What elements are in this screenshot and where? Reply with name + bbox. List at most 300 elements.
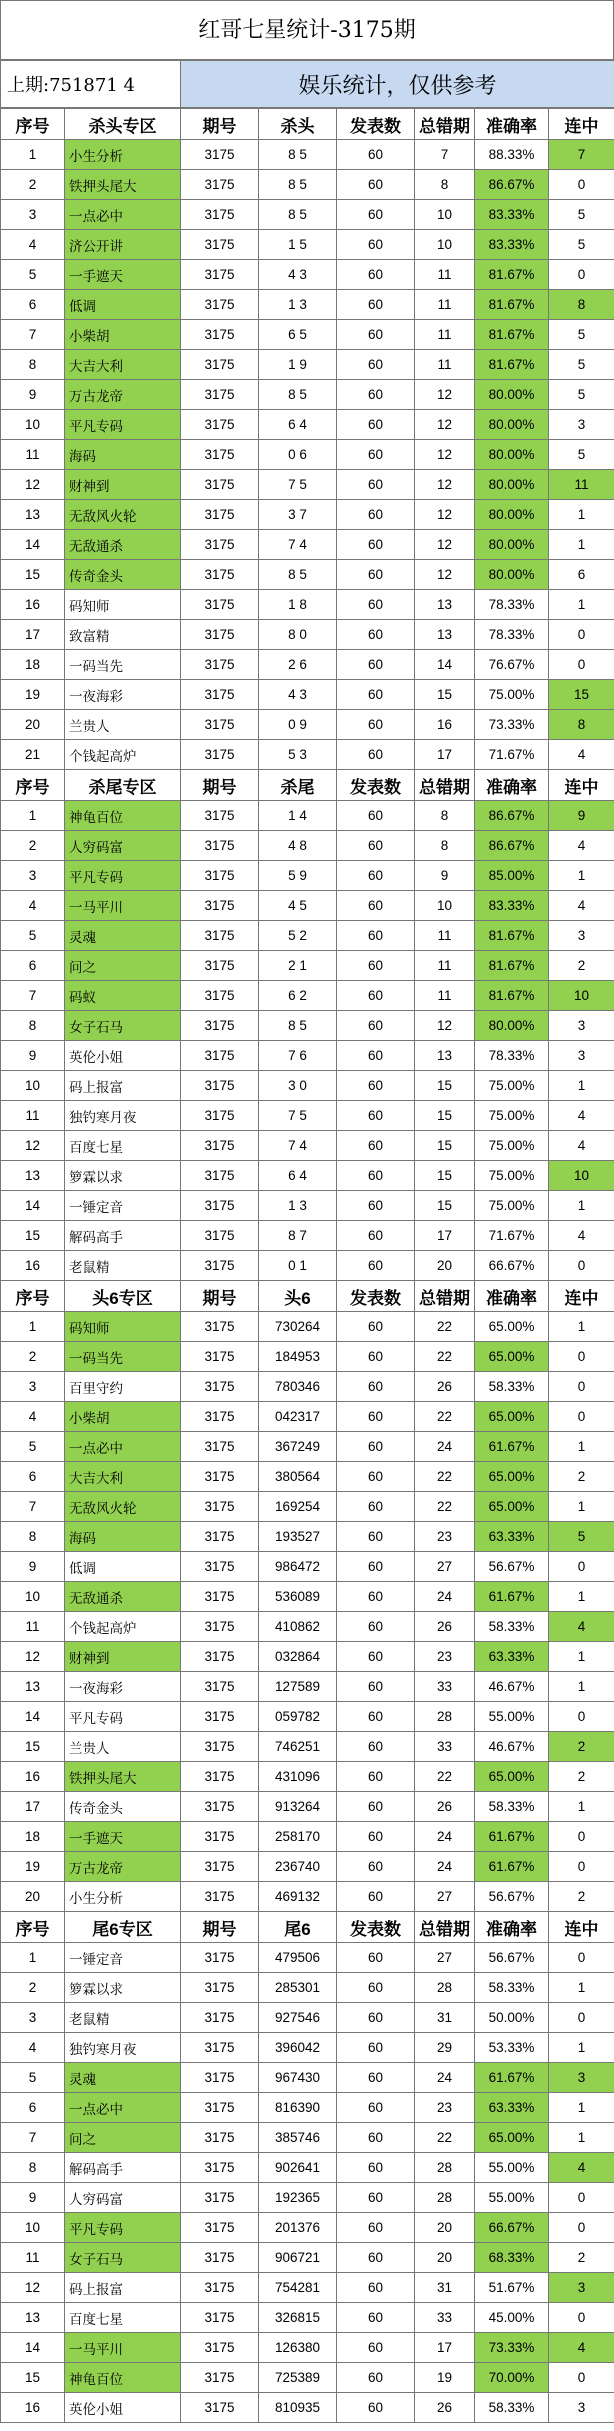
table-row [1,1943,614,1973]
cell-pick: 169254 [259,1492,337,1522]
cell-count: 60 [337,470,415,500]
table-row [1,260,614,290]
cell-pick: 8 0 [259,620,337,650]
cell-errors: 22 [415,1402,475,1432]
disclaimer-note: 娱乐统计，仅供参考 [181,61,614,108]
cell-name: 平凡专码 [65,861,181,891]
cell-issue: 3175 [181,1432,259,1462]
cell-accuracy: 81.67% [475,290,549,320]
cell-pick: 285301 [259,1973,337,2003]
cell-issue: 3175 [181,2303,259,2333]
cell-rank: 1 [1,1312,65,1342]
cell-streak: 3 [549,410,614,440]
cell-name: 平凡专码 [65,2213,181,2243]
cell-count: 60 [337,230,415,260]
cell-issue: 3175 [181,1973,259,2003]
cell-rank: 21 [1,740,65,770]
cell-streak: 3 [549,2273,614,2303]
cell-name: 女子石马 [65,1011,181,1041]
cell-issue: 3175 [181,1552,259,1582]
cell-pick: 913264 [259,1792,337,1822]
cell-accuracy: 56.67% [475,1943,549,1973]
table-row [1,680,614,710]
cell-count: 60 [337,2153,415,2183]
cell-errors: 12 [415,1011,475,1041]
column-header-name: 杀尾专区 [65,770,181,801]
cell-errors: 33 [415,1732,475,1762]
cell-issue: 3175 [181,590,259,620]
cell-pick: 730264 [259,1312,337,1342]
cell-rank: 4 [1,1402,65,1432]
cell-rank: 19 [1,680,65,710]
section-header-row [1,109,614,140]
table-row [1,230,614,260]
cell-streak: 0 [549,1852,614,1882]
column-header-count: 发表数 [337,1912,415,1943]
cell-count: 60 [337,1642,415,1672]
cell-name: 无敌通杀 [65,1582,181,1612]
cell-errors: 16 [415,710,475,740]
cell-name: 无敌风火轮 [65,1492,181,1522]
cell-pick: 127589 [259,1672,337,1702]
cell-name: 码上报富 [65,2273,181,2303]
table-row [1,2213,614,2243]
column-header-pick: 杀尾 [259,770,337,801]
cell-count: 60 [337,380,415,410]
cell-count: 60 [337,1973,415,2003]
cell-rank: 2 [1,1342,65,1372]
cell-rank: 6 [1,951,65,981]
table-row [1,801,614,831]
cell-errors: 17 [415,1221,475,1251]
cell-rank: 11 [1,440,65,470]
cell-count: 60 [337,2333,415,2363]
cell-accuracy: 58.33% [475,1792,549,1822]
cell-streak: 0 [549,2003,614,2033]
cell-name: 一点必中 [65,200,181,230]
cell-accuracy: 58.33% [475,2393,549,2423]
cell-issue: 3175 [181,740,259,770]
cell-streak: 2 [549,1462,614,1492]
cell-name: 一夜海彩 [65,680,181,710]
cell-name: 济公开讲 [65,230,181,260]
cell-rank: 16 [1,1251,65,1281]
cell-accuracy: 55.00% [475,2153,549,2183]
cell-accuracy: 55.00% [475,1702,549,1732]
cell-pick: 1 8 [259,590,337,620]
cell-pick: 7 5 [259,470,337,500]
column-header-rank: 序号 [1,770,65,801]
cell-count: 60 [337,260,415,290]
cell-issue: 3175 [181,1041,259,1071]
cell-accuracy: 73.33% [475,2333,549,2363]
cell-accuracy: 56.67% [475,1882,549,1912]
cell-count: 60 [337,831,415,861]
cell-errors: 11 [415,320,475,350]
cell-rank: 16 [1,590,65,620]
cell-errors: 15 [415,1101,475,1131]
cell-rank: 11 [1,1612,65,1642]
table-row [1,1492,614,1522]
cell-name: 码上报富 [65,1071,181,1101]
cell-name: 英伦小姐 [65,2393,181,2423]
cell-accuracy: 56.67% [475,1552,549,1582]
column-header-rank: 序号 [1,1912,65,1943]
table-row [1,2273,614,2303]
cell-issue: 3175 [181,320,259,350]
cell-errors: 23 [415,1642,475,1672]
column-header-count: 发表数 [337,109,415,140]
table-row [1,951,614,981]
table-row [1,500,614,530]
table-row [1,1101,614,1131]
cell-streak: 4 [549,831,614,861]
cell-errors: 12 [415,410,475,440]
cell-rank: 3 [1,1372,65,1402]
cell-pick: 5 3 [259,740,337,770]
cell-accuracy: 45.00% [475,2303,549,2333]
cell-name: 一夜海彩 [65,1672,181,1702]
cell-rank: 15 [1,1221,65,1251]
table-row [1,350,614,380]
cell-pick: 4 8 [259,831,337,861]
cell-name: 解码高手 [65,1221,181,1251]
cell-errors: 27 [415,1552,475,1582]
cell-name: 无敌风火轮 [65,500,181,530]
cell-issue: 3175 [181,1822,259,1852]
cell-pick: 536089 [259,1582,337,1612]
cell-count: 60 [337,1432,415,1462]
cell-rank: 10 [1,2213,65,2243]
cell-rank: 5 [1,921,65,951]
cell-rank: 5 [1,260,65,290]
cell-count: 60 [337,1612,415,1642]
cell-count: 60 [337,1161,415,1191]
cell-streak: 4 [549,1612,614,1642]
cell-streak: 1 [549,1191,614,1221]
cell-issue: 3175 [181,560,259,590]
cell-rank: 17 [1,1792,65,1822]
table-row [1,1342,614,1372]
cell-accuracy: 80.00% [475,530,549,560]
cell-name: 万古龙帝 [65,1852,181,1882]
cell-count: 60 [337,1552,415,1582]
cell-rank: 9 [1,1041,65,1071]
cell-errors: 13 [415,1041,475,1071]
cell-name: 低调 [65,1552,181,1582]
cell-pick: 367249 [259,1432,337,1462]
cell-streak: 5 [549,200,614,230]
cell-accuracy: 75.00% [475,1101,549,1131]
cell-pick: 6 4 [259,1161,337,1191]
table-row [1,1582,614,1612]
cell-name: 箩霖以求 [65,1973,181,2003]
cell-streak: 0 [549,1943,614,1973]
cell-count: 60 [337,1221,415,1251]
cell-count: 60 [337,650,415,680]
cell-errors: 15 [415,680,475,710]
cell-accuracy: 76.67% [475,650,549,680]
cell-rank: 3 [1,200,65,230]
cell-errors: 28 [415,2153,475,2183]
table-row [1,2003,614,2033]
cell-count: 60 [337,1852,415,1882]
cell-pick: 2 6 [259,650,337,680]
cell-streak: 0 [549,2213,614,2243]
cell-rank: 14 [1,530,65,560]
table-row [1,2123,614,2153]
table-row [1,2093,614,2123]
cell-pick: 192365 [259,2183,337,2213]
table-row [1,320,614,350]
cell-rank: 14 [1,2333,65,2363]
cell-count: 60 [337,2063,415,2093]
cell-issue: 3175 [181,1011,259,1041]
cell-rank: 9 [1,2183,65,2213]
cell-name: 小生分析 [65,1882,181,1912]
table-row [1,1702,614,1732]
cell-accuracy: 68.33% [475,2243,549,2273]
cell-count: 60 [337,170,415,200]
cell-issue: 3175 [181,1462,259,1492]
column-header-errors: 总错期 [415,109,475,140]
column-header-streak: 连中 [549,1912,614,1943]
cell-accuracy: 65.00% [475,1402,549,1432]
cell-accuracy: 65.00% [475,1762,549,1792]
table-row [1,170,614,200]
cell-rank: 9 [1,1552,65,1582]
cell-name: 兰贵人 [65,1732,181,1762]
table-row [1,740,614,770]
cell-issue: 3175 [181,2093,259,2123]
cell-rank: 20 [1,1882,65,1912]
column-header-issue: 期号 [181,1912,259,1943]
cell-count: 60 [337,1762,415,1792]
cell-pick: 7 4 [259,1131,337,1161]
cell-rank: 15 [1,2363,65,2393]
cell-pick: 8 5 [259,1011,337,1041]
cell-rank: 14 [1,1702,65,1732]
column-header-streak: 连中 [549,770,614,801]
cell-count: 60 [337,861,415,891]
cell-name: 一马平川 [65,891,181,921]
cell-errors: 12 [415,560,475,590]
cell-rank: 17 [1,620,65,650]
cell-count: 60 [337,1462,415,1492]
cell-rank: 2 [1,1973,65,2003]
cell-streak: 7 [549,140,614,170]
cell-name: 财神到 [65,470,181,500]
cell-errors: 33 [415,2303,475,2333]
cell-pick: 396042 [259,2033,337,2063]
cell-accuracy: 65.00% [475,1342,549,1372]
table-row [1,1161,614,1191]
cell-accuracy: 61.67% [475,1822,549,1852]
table-row [1,1552,614,1582]
cell-issue: 3175 [181,1402,259,1432]
cell-accuracy: 58.33% [475,1372,549,1402]
cell-pick: 967430 [259,2063,337,2093]
cell-name: 小柴胡 [65,1402,181,1432]
cell-name: 个钱起高炉 [65,1612,181,1642]
cell-name: 低调 [65,290,181,320]
cell-streak: 4 [549,740,614,770]
cell-name: 传奇金头 [65,1792,181,1822]
table-row [1,981,614,1011]
cell-count: 60 [337,1672,415,1702]
cell-name: 传奇金头 [65,560,181,590]
table-row [1,1822,614,1852]
cell-count: 60 [337,2213,415,2243]
cell-accuracy: 81.67% [475,320,549,350]
cell-pick: 816390 [259,2093,337,2123]
cell-count: 60 [337,981,415,1011]
cell-errors: 10 [415,891,475,921]
cell-name: 无敌通杀 [65,530,181,560]
cell-errors: 11 [415,951,475,981]
cell-pick: 2 1 [259,951,337,981]
cell-issue: 3175 [181,1762,259,1792]
cell-count: 60 [337,500,415,530]
cell-count: 60 [337,560,415,590]
cell-errors: 8 [415,801,475,831]
cell-streak: 1 [549,2123,614,2153]
cell-errors: 14 [415,650,475,680]
cell-rank: 4 [1,2033,65,2063]
cell-accuracy: 63.33% [475,2093,549,2123]
cell-rank: 3 [1,2003,65,2033]
cell-pick: 8 5 [259,380,337,410]
cell-errors: 26 [415,1372,475,1402]
cell-issue: 3175 [181,1582,259,1612]
cell-issue: 3175 [181,650,259,680]
cell-errors: 12 [415,380,475,410]
cell-errors: 31 [415,2273,475,2303]
cell-name: 大吉大利 [65,1462,181,1492]
cell-count: 60 [337,1071,415,1101]
cell-issue: 3175 [181,1221,259,1251]
cell-accuracy: 80.00% [475,410,549,440]
cell-pick: 258170 [259,1822,337,1852]
cell-pick: 1 3 [259,290,337,320]
cell-count: 60 [337,1251,415,1281]
column-header-errors: 总错期 [415,1912,475,1943]
cell-issue: 3175 [181,1071,259,1101]
cell-errors: 22 [415,1762,475,1792]
cell-accuracy: 73.33% [475,710,549,740]
cell-issue: 3175 [181,1672,259,1702]
section-header-row [1,770,614,801]
cell-count: 60 [337,1402,415,1432]
cell-name: 独钓寒月夜 [65,2033,181,2063]
cell-streak: 5 [549,350,614,380]
cell-streak: 0 [549,260,614,290]
cell-issue: 3175 [181,500,259,530]
cell-pick: 4 3 [259,260,337,290]
cell-count: 60 [337,1342,415,1372]
table-row [1,2363,614,2393]
cell-name: 平凡专码 [65,410,181,440]
cell-pick: 0 6 [259,440,337,470]
cell-streak: 3 [549,1041,614,1071]
cell-name: 海码 [65,1522,181,1552]
cell-name: 致富精 [65,620,181,650]
cell-accuracy: 86.67% [475,170,549,200]
cell-errors: 31 [415,2003,475,2033]
cell-issue: 3175 [181,2273,259,2303]
column-header-pick: 杀头 [259,109,337,140]
cell-streak: 0 [549,2303,614,2333]
cell-accuracy: 55.00% [475,2183,549,2213]
cell-accuracy: 83.33% [475,230,549,260]
cell-pick: 810935 [259,2393,337,2423]
cell-name: 一手遮天 [65,1822,181,1852]
cell-issue: 3175 [181,2363,259,2393]
cell-rank: 7 [1,2123,65,2153]
cell-pick: 236740 [259,1852,337,1882]
cell-pick: 8 7 [259,1221,337,1251]
cell-accuracy: 78.33% [475,1041,549,1071]
cell-streak: 10 [549,1161,614,1191]
table-row [1,1402,614,1432]
column-header-errors: 总错期 [415,770,475,801]
cell-errors: 27 [415,1882,475,1912]
cell-count: 60 [337,530,415,560]
cell-errors: 11 [415,290,475,320]
cell-errors: 24 [415,1852,475,1882]
cell-count: 60 [337,1041,415,1071]
cell-accuracy: 80.00% [475,500,549,530]
cell-rank: 5 [1,1432,65,1462]
cell-issue: 3175 [181,1342,259,1372]
cell-accuracy: 70.00% [475,2363,549,2393]
cell-streak: 1 [549,1672,614,1702]
cell-issue: 3175 [181,2393,259,2423]
cell-errors: 24 [415,1432,475,1462]
table-row [1,2063,614,2093]
table-row [1,1732,614,1762]
cell-issue: 3175 [181,1131,259,1161]
cell-count: 60 [337,1131,415,1161]
column-header-streak: 连中 [549,1281,614,1312]
cell-streak: 0 [549,2183,614,2213]
table-row [1,861,614,891]
cell-count: 60 [337,140,415,170]
cell-errors: 29 [415,2033,475,2063]
table-row [1,1312,614,1342]
cell-streak: 1 [549,1792,614,1822]
cell-errors: 13 [415,620,475,650]
cell-streak: 0 [549,1702,614,1732]
cell-errors: 11 [415,350,475,380]
cell-errors: 10 [415,200,475,230]
cell-issue: 3175 [181,530,259,560]
table-row [1,2243,614,2273]
cell-issue: 3175 [181,921,259,951]
cell-pick: 725389 [259,2363,337,2393]
cell-count: 60 [337,2123,415,2153]
column-header-accuracy: 准确率 [475,770,549,801]
column-header-pick: 尾6 [259,1912,337,1943]
cell-count: 60 [337,1943,415,1973]
previous-issue-result: 上期:751871 4 [1,61,181,108]
cell-issue: 3175 [181,891,259,921]
cell-pick: 0 1 [259,1251,337,1281]
column-header-count: 发表数 [337,770,415,801]
cell-streak: 5 [549,230,614,260]
cell-issue: 3175 [181,831,259,861]
table-row [1,1221,614,1251]
